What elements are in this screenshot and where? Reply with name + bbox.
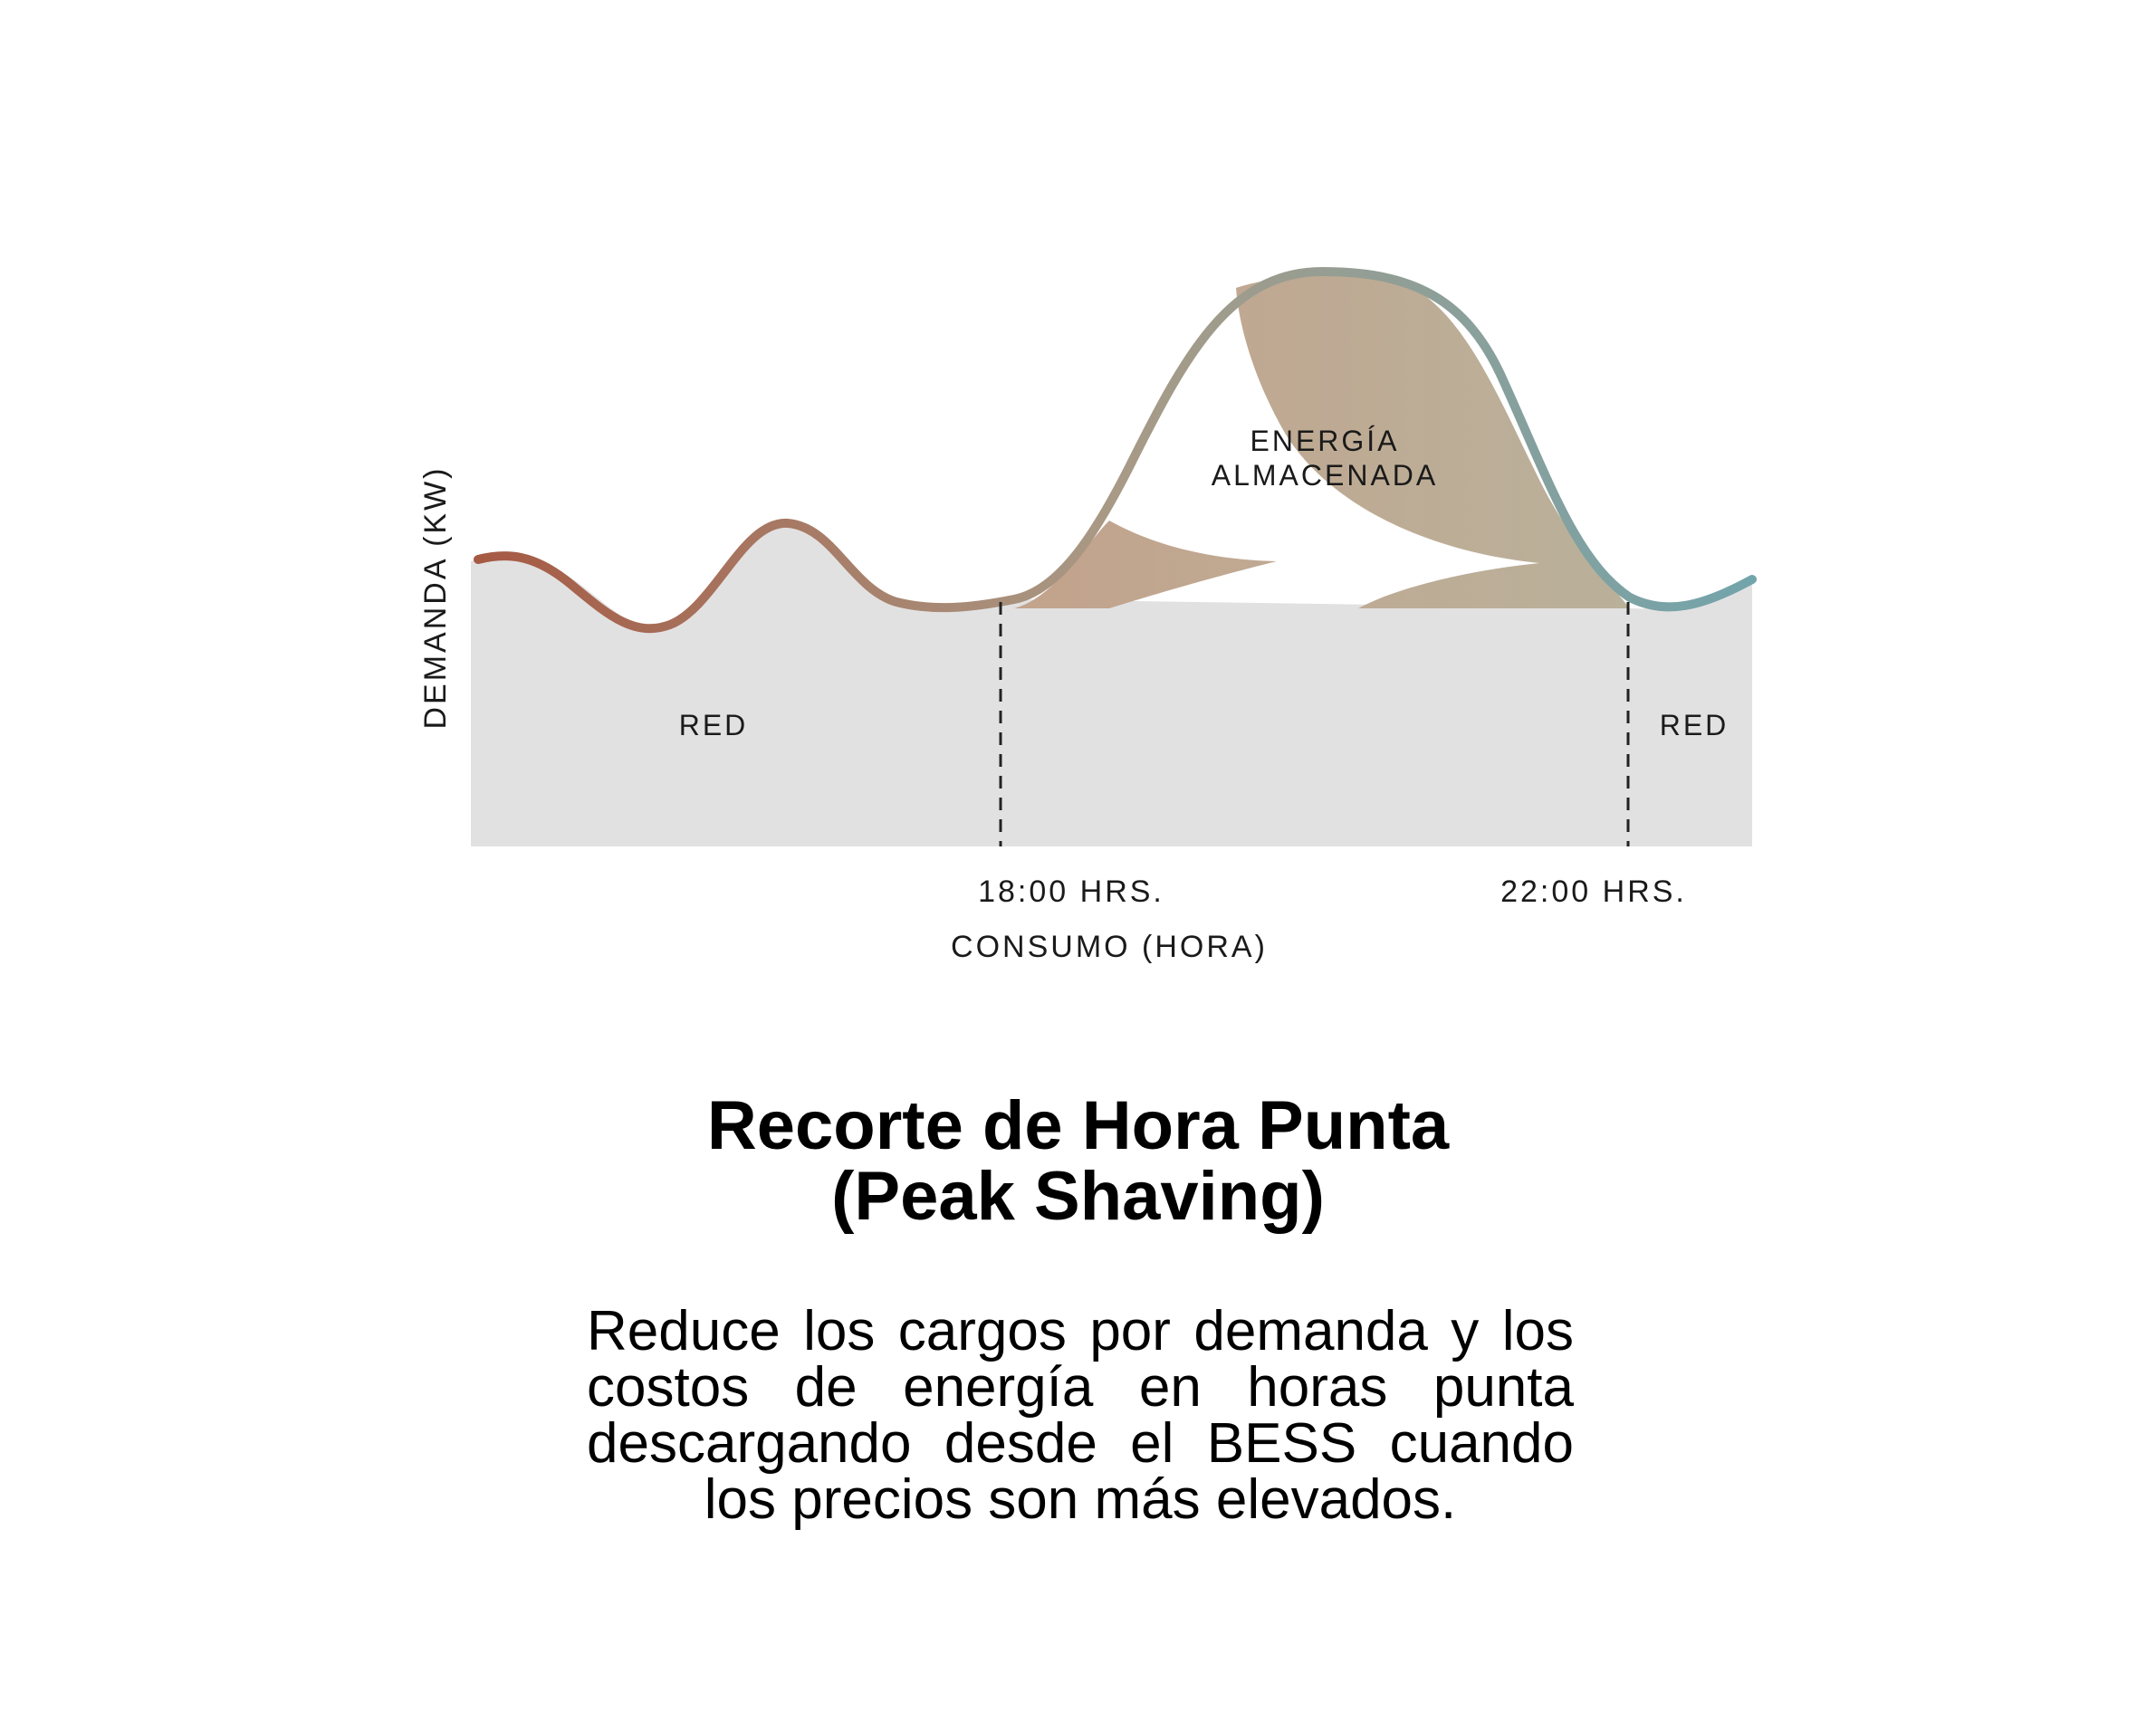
- description: Reduce los cargos por demanda y los costos de energía en horas punta descargando desde el BESS cuando los precios son más elevados.: [587, 1300, 1574, 1531]
- x-axis-label: CONSUMO (HORA): [951, 930, 1268, 964]
- grid-label-right: RED: [1659, 709, 1730, 741]
- stored-energy-label-line2: ALMACENADA: [1211, 459, 1439, 492]
- heading: [0, 1087, 2156, 1235]
- grid-label-left: RED: [678, 709, 749, 741]
- marker-1800-label: 18:00 HRS.: [978, 875, 1164, 909]
- stored-energy-label-line1: ENERGÍA: [1250, 425, 1400, 457]
- marker-2200-label: 22:00 HRS.: [1500, 875, 1687, 909]
- y-axis-label: DEMANDA (KW): [418, 465, 453, 730]
- heading-line1: Recorte de Hora Punta: [706, 1087, 1450, 1164]
- heading-line2: (Peak Shaving): [831, 1158, 1325, 1235]
